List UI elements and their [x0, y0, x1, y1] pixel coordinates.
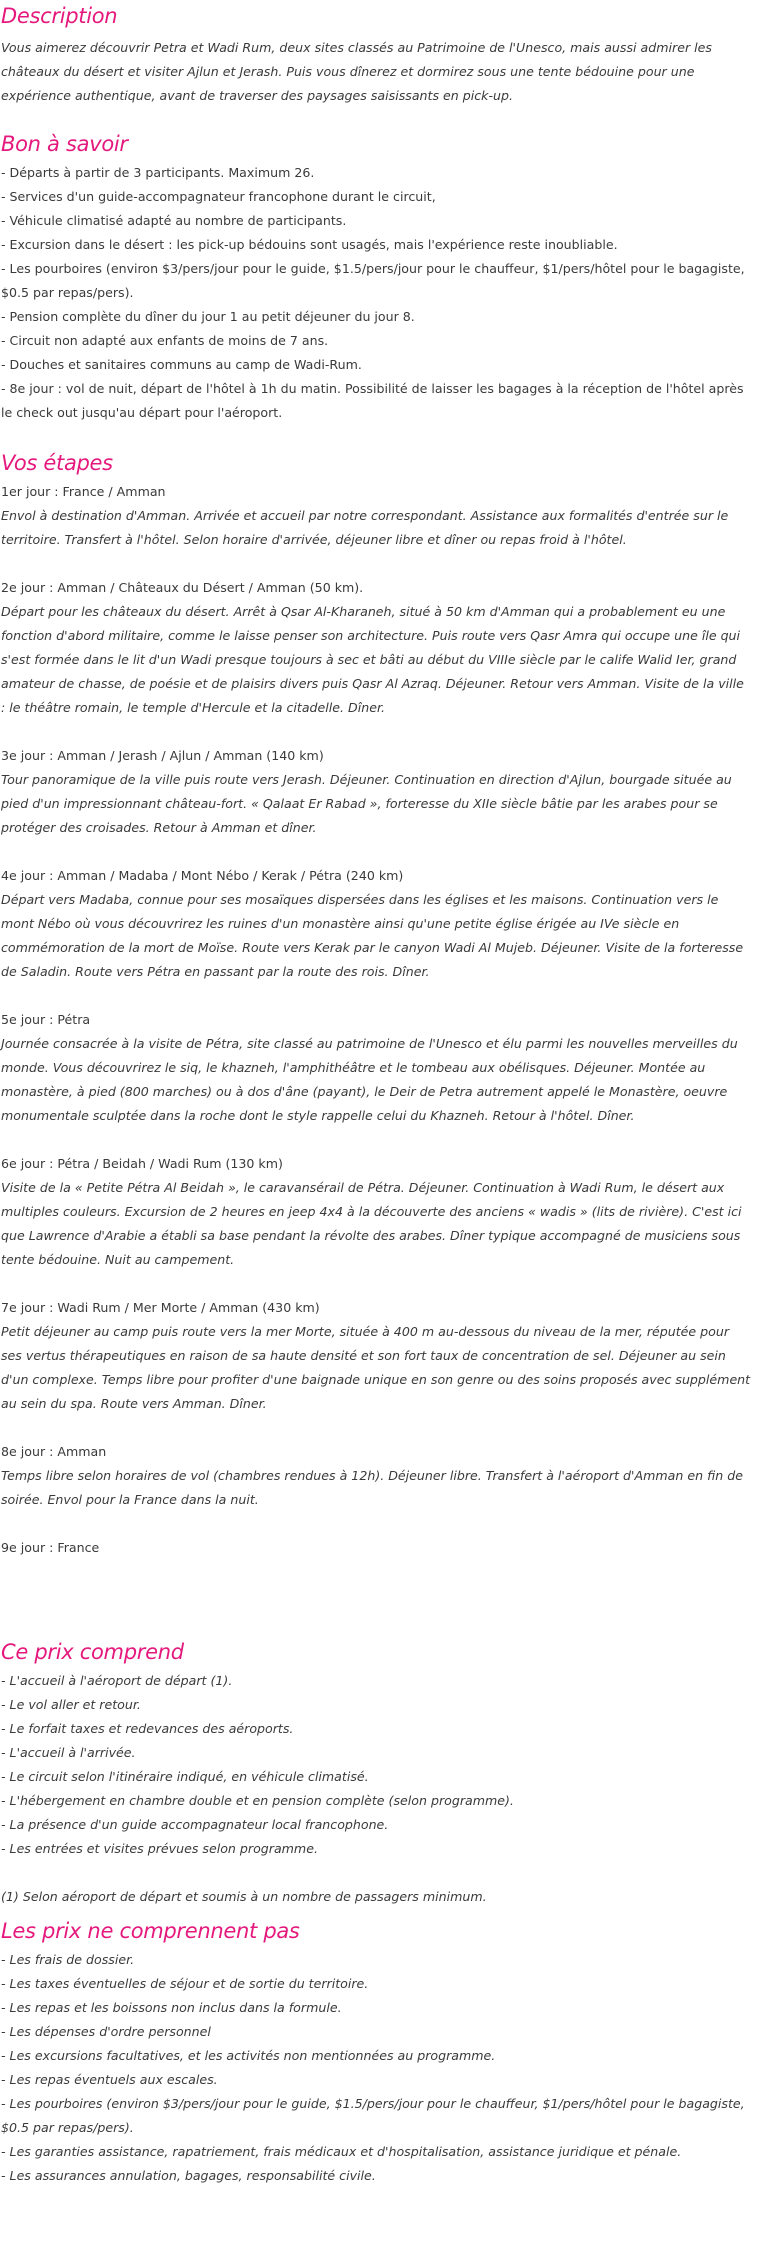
day-block	[1, 1440, 752, 1512]
day-text: Temps libre selon horaires de vol (chambres rendues à 12h). Déjeuner libre. Transfert à l'aéroport d'Amman en fin de soirée. Envol pour la France dans la nuit.	[1, 1468, 743, 1507]
list-item: - Services d'un guide-accompagnateur francophone durant le circuit,	[1, 189, 436, 204]
list-item: - Départs à partir de 3 participants. Maximum 26.	[1, 165, 315, 180]
description-section	[1, 0, 752, 108]
prix-ne-comprend-pas-section	[1, 1915, 752, 2188]
list-item: - Les pourboires (environ $3/pers/jour pour le guide, $1.5/pers/jour pour le chauffeur, $1/pers/hôtel pour le bagagiste, $0.5 par repas/pers).	[1, 2096, 745, 2135]
list-item: - Les repas et les boissons non inclus dans la formule.	[1, 2000, 342, 2015]
description-text: Vous aimerez découvrir Petra et Wadi Rum, deux sites classés au Patrimoine de l'Unesco, mais aussi admirer les châteaux du désert et visiter Ajlun et Jerash. Puis vous dînerez et dormirez sous une tente bédouine pour une expérience authentique, avant de traverser des paysages saisissants en pick-up.	[1, 40, 712, 103]
list-item: - Les excursions facultatives, et les activités non mentionnées au programme.	[1, 2048, 496, 2063]
day-text: Départ pour les châteaux du désert. Arrêt à Qsar Al-Kharaneh, situé à 50 km d'Amman qui a probablement eu une fonction d'abord militaire, comme le laisse penser son architecture. Puis route vers Qasr Amra qui occupe une île qui s'est formée dans le lit d'un Wadi presque toujours à sec et bâti au début du VIIIe siècle par le calife Walid Ier, grand amateur de chasse, de poésie et de plaisirs divers puis Qasr Al Azraq. Déjeuner. Retour vers Amman. Visite de la ville : le théâtre romain, le temple d'Hercule et la citadelle. Dîner.	[1, 604, 744, 715]
list-item: - Excursion dans le désert : les pick-up bédouins sont usagés, mais l'expérience reste inoubliable.	[1, 237, 618, 252]
bon-a-savoir-section	[1, 128, 752, 425]
day-block	[1, 1152, 752, 1272]
prix-ne-comprend-pas-heading: Les prix ne comprennent pas	[1, 1919, 300, 1943]
day-block	[1, 576, 752, 720]
list-item: - Véhicule climatisé adapté au nombre de participants.	[1, 213, 347, 228]
day-text: Visite de la « Petite Pétra Al Beidah », le caravansérail de Pétra. Déjeuner. Continuation à Wadi Rum, le désert aux multiples couleurs. Excursion de 2 heures en jeep 4x4 à la découverte des anciens « wadis » (lits de rivière). C'est ici que Lawrence d'Arabie a établi sa base pendant la révolte des arabes. Dîner typique accompagné de musiciens sous tente bédouine. Nuit au campement.	[1, 1180, 742, 1267]
bon-a-savoir-list	[1, 161, 752, 425]
prix-comprend-list	[1, 1669, 752, 1861]
description-heading: Description	[1, 4, 118, 28]
list-item: - Les garanties assistance, rapatriement, frais médicaux et d'hospitalisation, assistance juridique et pénale.	[1, 2144, 682, 2159]
list-item: - Les frais de dossier.	[1, 1952, 135, 1967]
list-item: - Le circuit selon l'itinéraire indiqué, en véhicule climatisé.	[1, 1769, 369, 1784]
day-block	[1, 1536, 752, 1560]
list-item: - Les pourboires (environ $3/pers/jour pour le guide, $1.5/pers/jour pour le chauffeur, $1/pers/hôtel pour le bagagiste, $0.5 par repas/pers).	[1, 261, 745, 300]
list-item: - Les taxes éventuelles de séjour et de sortie du territoire.	[1, 1976, 369, 1991]
list-item: - Le vol aller et retour.	[1, 1697, 141, 1712]
day-title: 9e jour : France	[1, 1540, 100, 1555]
etapes-heading: Vos étapes	[1, 451, 113, 475]
list-item: - L'hébergement en chambre double et en pension complète (selon programme).	[1, 1793, 514, 1808]
day-block	[1, 1008, 752, 1128]
day-text: Départ vers Madaba, connue pour ses mosaïques dispersées dans les églises et les maisons. Continuation vers le mont Nébo où vous découvrirez les ruines d'un monastère ainsi qu'une petite église érigée au IVe siècle en commémoration de la mort de Moïse. Route vers Kerak par le canyon Wadi Al Mujeb. Déjeuner. Visite de la forteresse de Saladin. Route vers Pétra en passant par la route des rois. Dîner.	[1, 892, 744, 979]
list-item: - Pension complète du dîner du jour 1 au petit déjeuner du jour 8.	[1, 309, 415, 324]
day-block	[1, 744, 752, 840]
prix-comprend-section	[1, 1636, 752, 1909]
list-item: - 8e jour : vol de nuit, départ de l'hôtel à 1h du matin. Possibilité de laisser les bagages à la réception de l'hôtel après le check out jusqu'au départ pour l'aéroport.	[1, 381, 744, 420]
day-title: 2e jour : Amman / Châteaux du Désert / Amman (50 km).	[1, 580, 364, 595]
list-item: - L'accueil à l'aéroport de départ (1).	[1, 1673, 233, 1688]
prix-comprend-note: (1) Selon aéroport de départ et soumis à un nombre de passagers minimum.	[1, 1889, 487, 1904]
list-item: - Les dépenses d'ordre personnel	[1, 2024, 211, 2039]
day-text: Tour panoramique de la ville puis route vers Jerash. Déjeuner. Continuation en direction d'Ajlun, bourgade située au pied d'un impressionnant château-fort. « Qalaat Er Rabad », forteresse du XIIe siècle bâtie par les arabes pour se protéger des croisades. Retour à Amman et dîner.	[1, 772, 732, 835]
list-item: - Circuit non adapté aux enfants de moins de 7 ans.	[1, 333, 329, 348]
day-title: 3e jour : Amman / Jerash / Ajlun / Amman (140 km)	[1, 748, 324, 763]
bon-a-savoir-heading: Bon à savoir	[1, 132, 128, 156]
day-title: 5e jour : Pétra	[1, 1012, 91, 1027]
day-text: Petit déjeuner au camp puis route vers la mer Morte, située à 400 m au-dessous du niveau de la mer, réputée pour ses vertus thérapeutiques en raison de sa haute densité et son fort taux de concentration de sel. Déjeuner au sein d'un complexe. Temps libre pour profiter d'une baignade unique en son genre ou des soins proposés avec supplément au sein du spa. Route vers Amman. Dîner.	[1, 1324, 751, 1411]
list-item: - Les repas éventuels aux escales.	[1, 2072, 218, 2087]
day-title: 8e jour : Amman	[1, 1444, 107, 1459]
list-item: - L'accueil à l'arrivée.	[1, 1745, 136, 1760]
day-text: Journée consacrée à la visite de Pétra, site classé au patrimoine de l'Unesco et élu parmi les nouvelles merveilles du monde. Vous découvrirez le siq, le khazneh, l'amphithéâtre et le tombeau aux obélisques. Déjeuner. Montée au monastère, à pied (800 marches) ou à dos d'âne (payant), le Deir de Petra autrement appelé le Monastère, oeuvre monumentale sculptée dans la roche dont le style rappelle celui du Khazneh. Retour à l'hôtel. Dîner.	[1, 1036, 738, 1123]
day-title: 6e jour : Pétra / Beidah / Wadi Rum (130 km)	[1, 1156, 283, 1171]
day-text: Envol à destination d'Amman. Arrivée et accueil par notre correspondant. Assistance aux formalités d'entrée sur le territoire. Transfert à l'hôtel. Selon horaire d'arrivée, déjeuner libre et dîner ou repas froid à l'hôtel.	[1, 508, 729, 547]
day-block	[1, 480, 752, 552]
prix-comprend-heading: Ce prix comprend	[1, 1640, 184, 1664]
day-block	[1, 864, 752, 984]
day-title: 4e jour : Amman / Madaba / Mont Nébo / Kerak / Pétra (240 km)	[1, 868, 404, 883]
list-item: - Le forfait taxes et redevances des aéroports.	[1, 1721, 294, 1736]
list-item: - Douches et sanitaires communs au camp de Wadi-Rum.	[1, 357, 362, 372]
day-title: 1er jour : France / Amman	[1, 484, 166, 499]
etapes-section	[1, 447, 752, 1560]
list-item: - Les assurances annulation, bagages, responsabilité civile.	[1, 2168, 376, 2183]
list-item: - Les entrées et visites prévues selon programme.	[1, 1841, 318, 1856]
day-block	[1, 1296, 752, 1416]
day-title: 7e jour : Wadi Rum / Mer Morte / Amman (430 km)	[1, 1300, 320, 1315]
prix-ne-comprend-pas-list	[1, 1948, 752, 2188]
list-item: - La présence d'un guide accompagnateur local francophone.	[1, 1817, 389, 1832]
